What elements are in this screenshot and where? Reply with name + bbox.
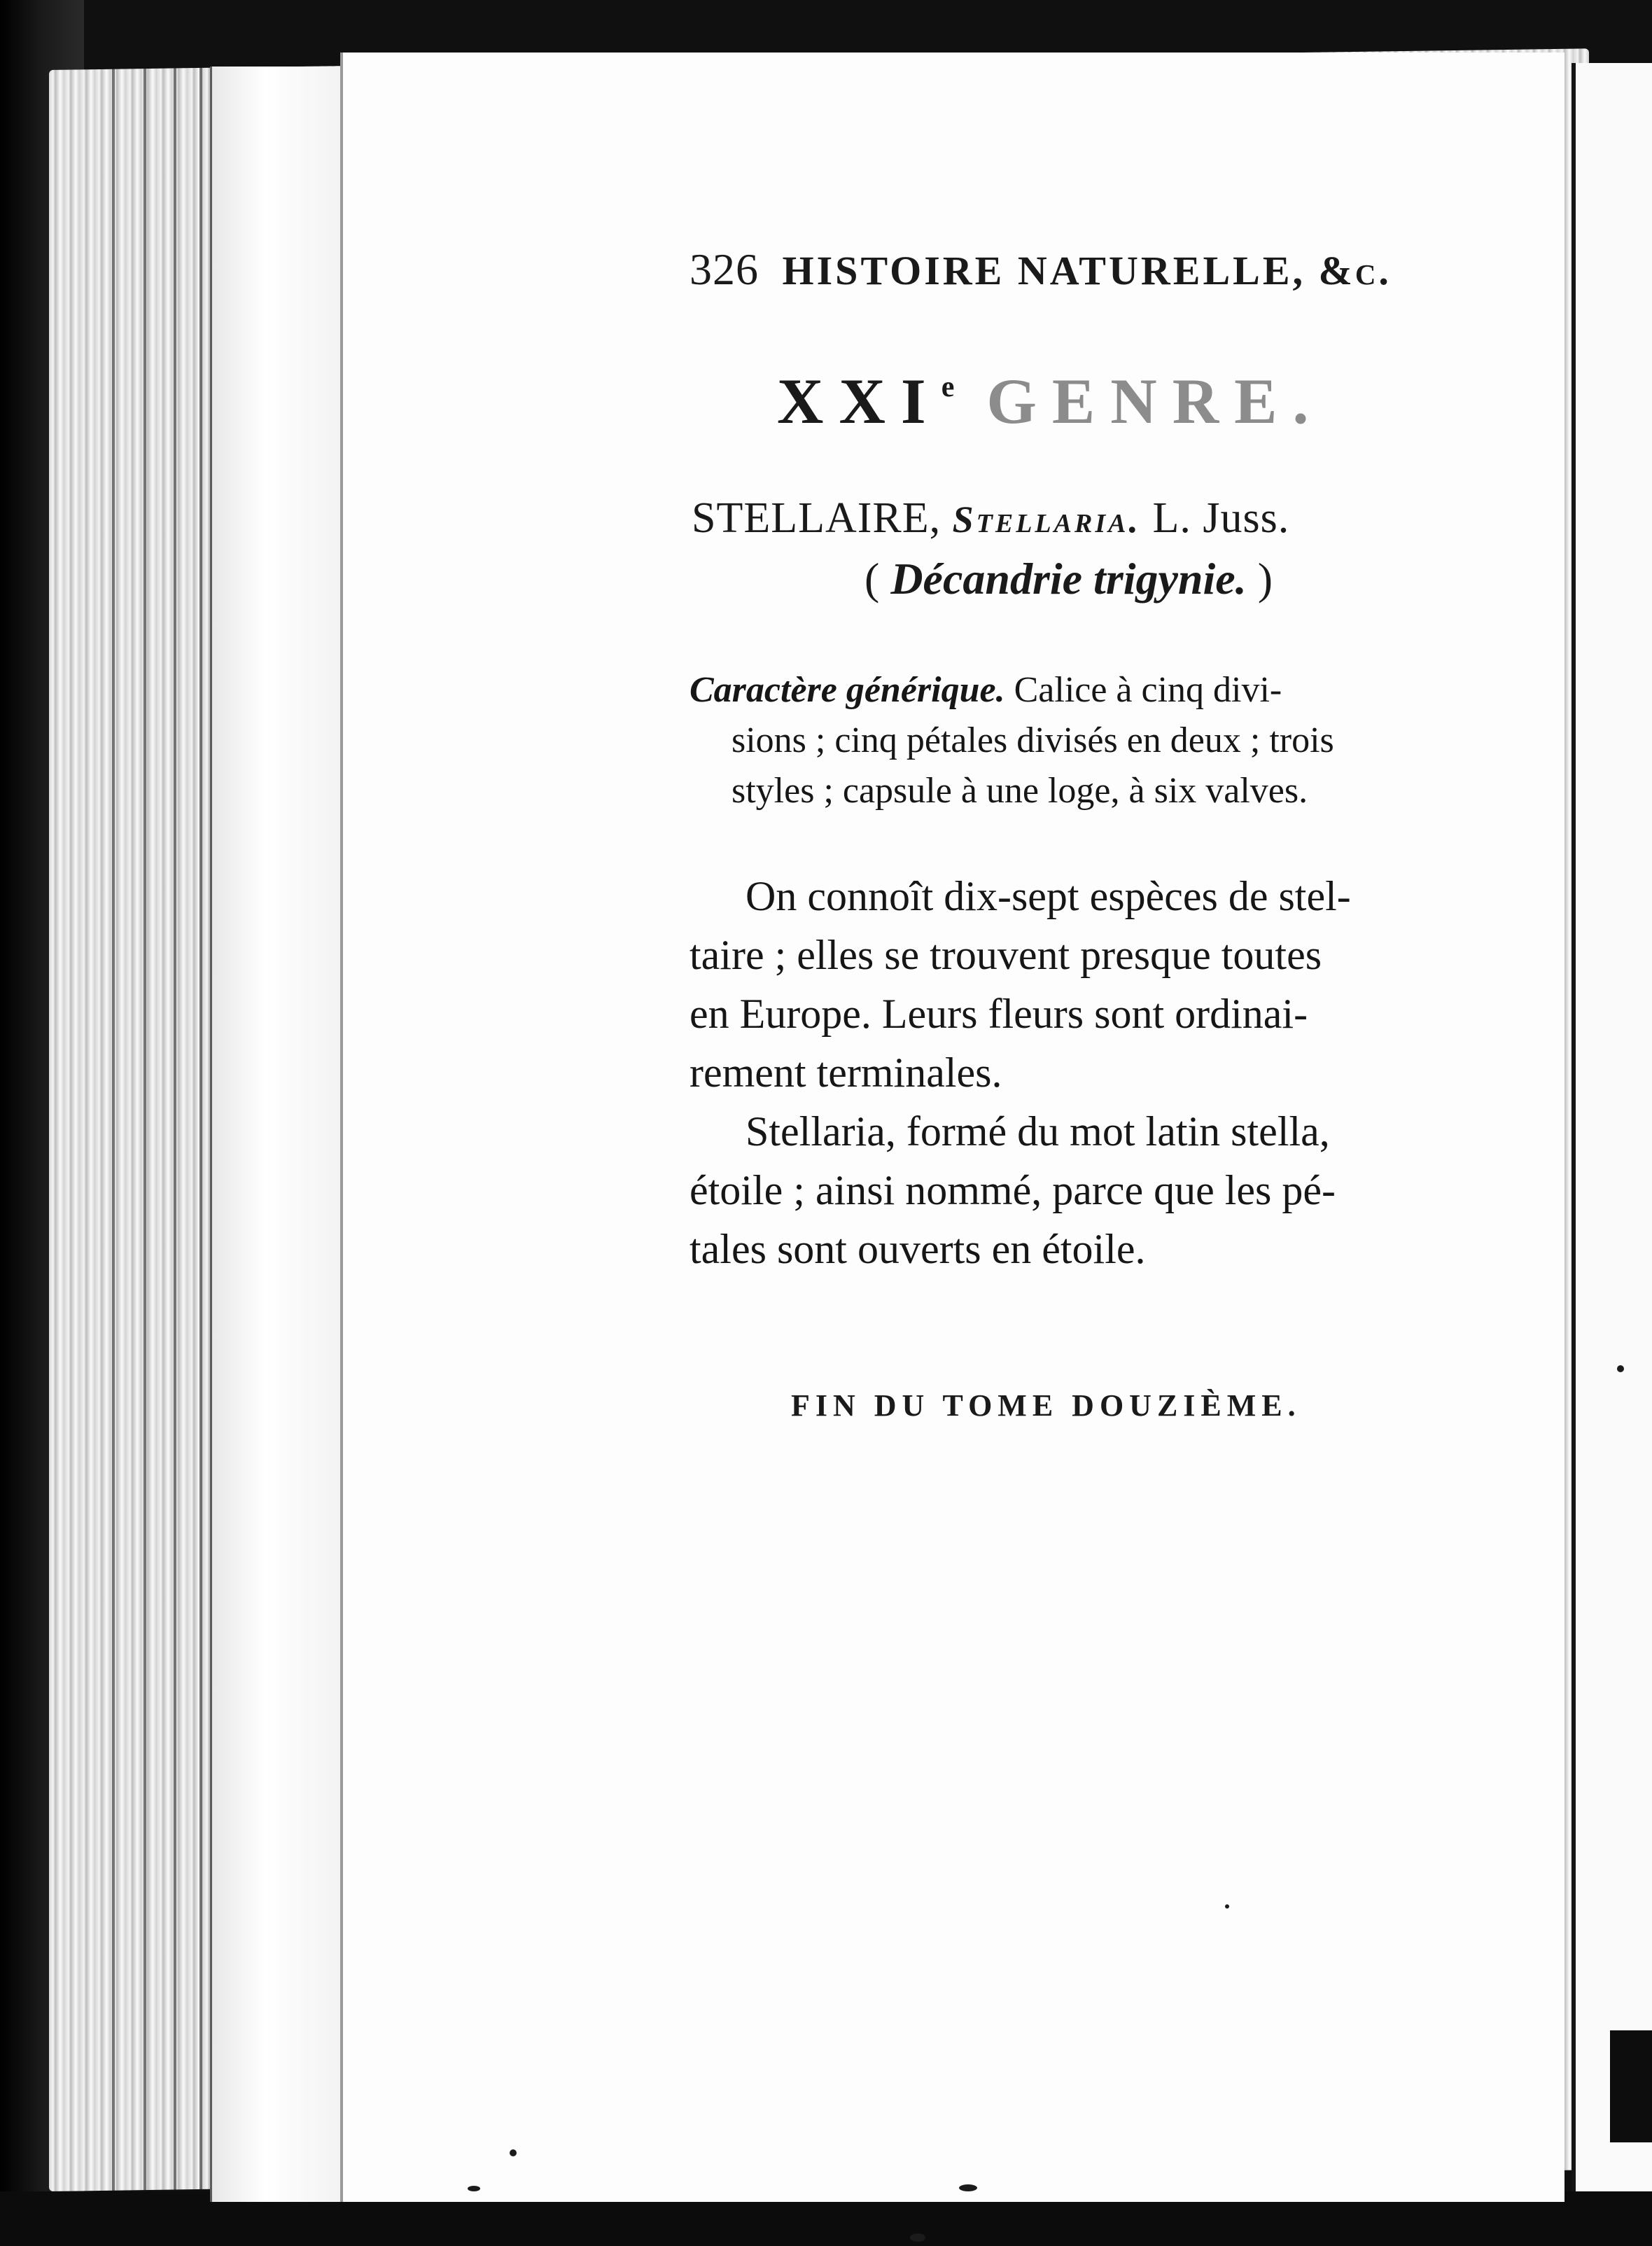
genus-numeral-suffix: e bbox=[941, 371, 955, 403]
end-of-volume-note: FIN DU TOME DOUZIÈME. bbox=[791, 1388, 1301, 1423]
paragraph-line bbox=[690, 665, 1334, 716]
genus-name-line bbox=[692, 494, 1289, 543]
paragraph-line: rement terminales. bbox=[690, 1049, 1002, 1096]
facing-page-corner-shadow bbox=[1610, 2030, 1652, 2142]
page-number: 326 bbox=[690, 244, 759, 294]
open-paren: ( bbox=[864, 554, 880, 604]
page-edge-line bbox=[174, 56, 176, 2191]
genus-french-name: STELLAIRE, bbox=[692, 494, 941, 542]
ink-speck bbox=[1225, 1904, 1229, 1909]
paragraph-line: en Europe. Leurs fleurs sont ordinai- bbox=[690, 991, 1308, 1037]
page-gutter-fold bbox=[210, 67, 345, 2202]
paragraph-line: taire ; elles se trouvent presque toutes bbox=[690, 932, 1322, 978]
genus-latin-name: Stellaria. bbox=[952, 498, 1141, 540]
genus-authority: L. Juss. bbox=[1152, 494, 1290, 542]
facing-page-edge bbox=[1572, 63, 1652, 2205]
page-edge-line bbox=[200, 56, 202, 2191]
running-head-title: HISTOIRE NATURELLE, &c. bbox=[782, 248, 1392, 293]
ink-speck bbox=[468, 2186, 480, 2191]
ink-speck bbox=[510, 2149, 517, 2156]
genus-numeral: XXI bbox=[777, 365, 941, 437]
ink-speck bbox=[910, 2233, 925, 2242]
paragraph-line: étoile ; ainsi nommé, parce que les pé- bbox=[690, 1167, 1336, 1213]
paragraph-line: On connoît dix-sept espèces de stel- bbox=[746, 873, 1351, 919]
paragraph-line: styles ; capsule à une loge, à six valves. bbox=[732, 771, 1308, 811]
paragraph-line: Stellaria, formé du mot latin stella, bbox=[746, 1108, 1330, 1155]
generic-character-text: Calice à cinq divi- bbox=[1014, 670, 1282, 710]
paragraph-line: sions ; cinq pétales divisés en deux ; trois bbox=[732, 720, 1334, 760]
close-paren: ) bbox=[1257, 554, 1273, 604]
ink-speck bbox=[959, 2184, 977, 2191]
genus-heading bbox=[777, 364, 1324, 438]
species-paragraph bbox=[690, 867, 1351, 1278]
page-edge-line bbox=[112, 56, 115, 2191]
generic-character-paragraph bbox=[690, 665, 1334, 816]
classification-line bbox=[864, 553, 1273, 605]
classification-text: Décandrie trigynie. bbox=[890, 554, 1247, 604]
genus-word: GENRE. bbox=[986, 365, 1324, 437]
ink-speck bbox=[1617, 1365, 1624, 1372]
page-edge-line bbox=[144, 56, 146, 2191]
generic-character-label: Caractère générique. bbox=[690, 670, 1005, 710]
running-head bbox=[690, 244, 1392, 295]
paragraph-line: tales sont ouverts en étoile. bbox=[690, 1226, 1146, 1272]
